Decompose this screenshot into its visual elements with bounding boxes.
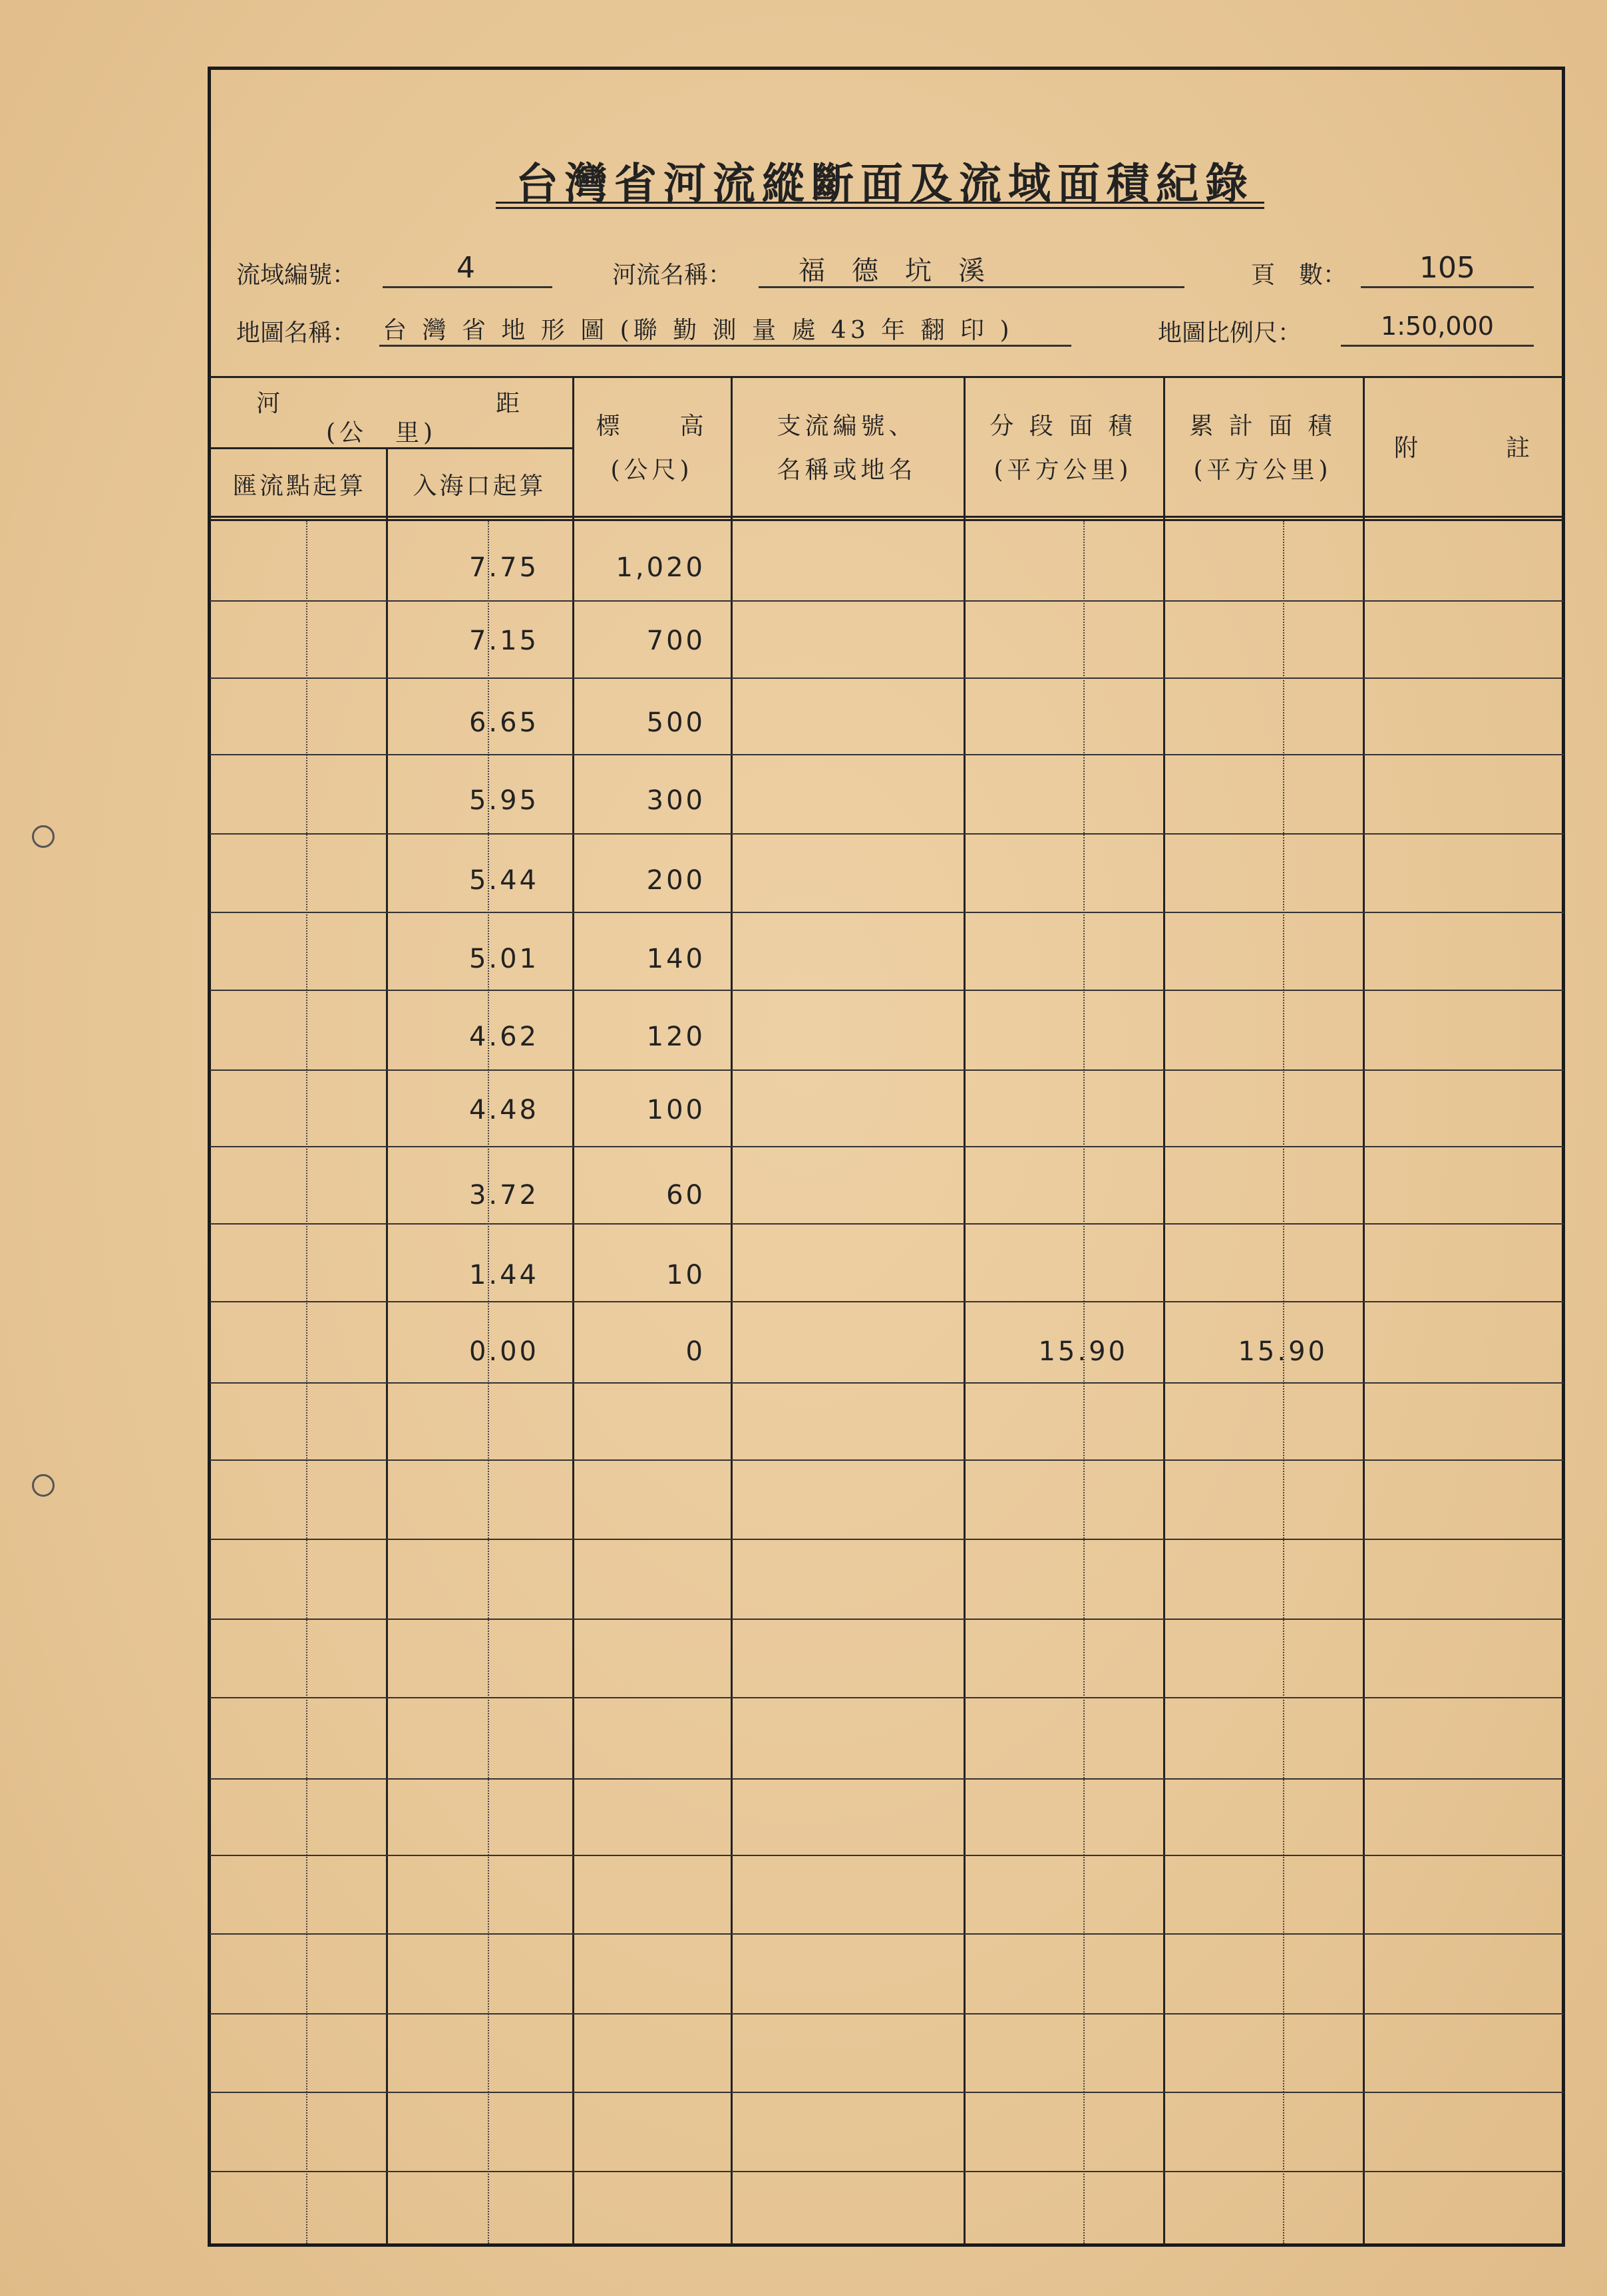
elevation-cell: 0 <box>685 1336 705 1367</box>
basin-no-label: 流域編號： <box>236 262 357 289</box>
elevation-unit-header: (公尺) <box>610 457 693 484</box>
row-divider <box>210 1697 1564 1698</box>
column-divider <box>386 447 388 2245</box>
elevation-cell: 60 <box>666 1180 705 1211</box>
river-name-label: 河流名稱： <box>612 262 733 289</box>
cumulative-area-cell: 15.90 <box>1238 1336 1328 1367</box>
row-divider <box>210 1855 1564 1856</box>
row-divider <box>210 754 1564 755</box>
header-bottom-line-2 <box>210 519 1564 521</box>
elevation-cell: 1,020 <box>616 552 705 583</box>
elevation-cell: 300 <box>646 785 705 816</box>
from-mouth-cell: 6.65 <box>468 707 539 738</box>
column-divider <box>731 376 733 2245</box>
row-divider <box>210 2171 1564 2172</box>
map-name-value: 台 灣 省 地 形 圖 (聯 勤 測 量 處 43 年 翻 印 ) <box>383 317 1013 344</box>
from-mouth-cell: 3.72 <box>468 1180 539 1211</box>
elevation-cell: 10 <box>666 1260 705 1290</box>
row-divider <box>210 1069 1564 1071</box>
elevation-cell: 700 <box>646 626 705 656</box>
title-underline-2 <box>496 207 1264 209</box>
segment-area-cell: 15.90 <box>1038 1336 1128 1367</box>
river-name-underline <box>759 286 1184 288</box>
row-divider <box>210 1619 1564 1620</box>
row-divider <box>210 2092 1564 2093</box>
tributary-header: 支流編號、 <box>777 413 917 440</box>
column-divider <box>572 376 574 2245</box>
remarks-header: 附 註 <box>1393 435 1534 462</box>
from-mouth-cell: 5.01 <box>468 944 539 974</box>
page-value: 105 <box>1419 251 1475 285</box>
form-frame <box>208 67 1565 2247</box>
tributary-header-2: 名稱或地名 <box>777 457 917 484</box>
river-name-value: 福德坑溪 <box>799 256 1011 286</box>
from-mouth-header: 入海口起算 <box>413 473 546 500</box>
row-divider <box>210 1933 1564 1935</box>
row-divider <box>210 1301 1564 1302</box>
map-name-underline <box>379 345 1071 347</box>
elevation-cell: 120 <box>646 1022 705 1052</box>
column-divider <box>964 376 966 2245</box>
title-underline <box>496 202 1264 204</box>
form-title: 台灣省河流縱斷面及流域面積紀錄 <box>516 159 1254 209</box>
distance-unit-header: (公 里) <box>326 419 437 447</box>
from-mouth-cell: 1.44 <box>468 1260 539 1290</box>
from-mouth-cell: 7.75 <box>468 552 539 583</box>
distance-header-left: 河 <box>256 390 285 417</box>
row-divider <box>210 833 1564 835</box>
from-mouth-cell: 4.48 <box>468 1095 539 1125</box>
elevation-cell: 500 <box>646 707 705 738</box>
from-mouth-cell: 7.15 <box>468 626 539 656</box>
row-divider <box>210 2013 1564 2014</box>
row-divider <box>210 677 1564 679</box>
row-divider <box>210 1459 1564 1461</box>
column-divider <box>1163 376 1165 2245</box>
from-confluence-header: 匯流點起算 <box>232 473 366 500</box>
row-divider <box>210 1539 1564 1540</box>
row-divider <box>210 1382 1564 1384</box>
segment-area-unit-header: (平方公里) <box>993 457 1133 484</box>
from-mouth-cell: 5.95 <box>468 785 539 816</box>
cumulative-area-unit-header: (平方公里) <box>1193 457 1332 484</box>
page-underline <box>1361 286 1534 288</box>
basin-no-value: 4 <box>456 251 475 285</box>
elevation-cell: 140 <box>646 944 705 974</box>
header-bottom-line <box>210 516 1564 518</box>
elevation-cell: 100 <box>646 1095 705 1125</box>
row-divider <box>210 990 1564 991</box>
column-divider <box>1363 376 1365 2245</box>
map-scale-label: 地圖比例尺： <box>1158 319 1302 347</box>
from-mouth-cell: 4.62 <box>468 1022 539 1052</box>
row-divider <box>210 1223 1564 1225</box>
row-divider <box>210 600 1564 602</box>
segment-area-header: 分 段 面 積 <box>989 413 1137 440</box>
basin-no-underline <box>383 286 552 288</box>
header-top-line <box>210 376 1564 378</box>
elevation-header: 標 高 <box>596 413 708 440</box>
distance-header-right: 距 <box>496 390 524 417</box>
map-scale-value: 1:50,000 <box>1381 311 1494 341</box>
map-name-label: 地圖名稱： <box>236 319 357 347</box>
punch-hole-upper <box>32 825 55 848</box>
from-mouth-cell: 0.00 <box>468 1336 539 1367</box>
cumulative-area-header: 累 計 面 積 <box>1189 413 1336 440</box>
page-label: 頁 數： <box>1251 262 1347 289</box>
from-mouth-cell: 5.44 <box>468 865 539 896</box>
punch-hole-lower <box>32 1474 55 1497</box>
row-divider <box>210 1778 1564 1780</box>
elevation-cell: 200 <box>646 865 705 896</box>
row-divider <box>210 1146 1564 1147</box>
map-scale-underline <box>1341 345 1534 347</box>
row-divider <box>210 912 1564 913</box>
